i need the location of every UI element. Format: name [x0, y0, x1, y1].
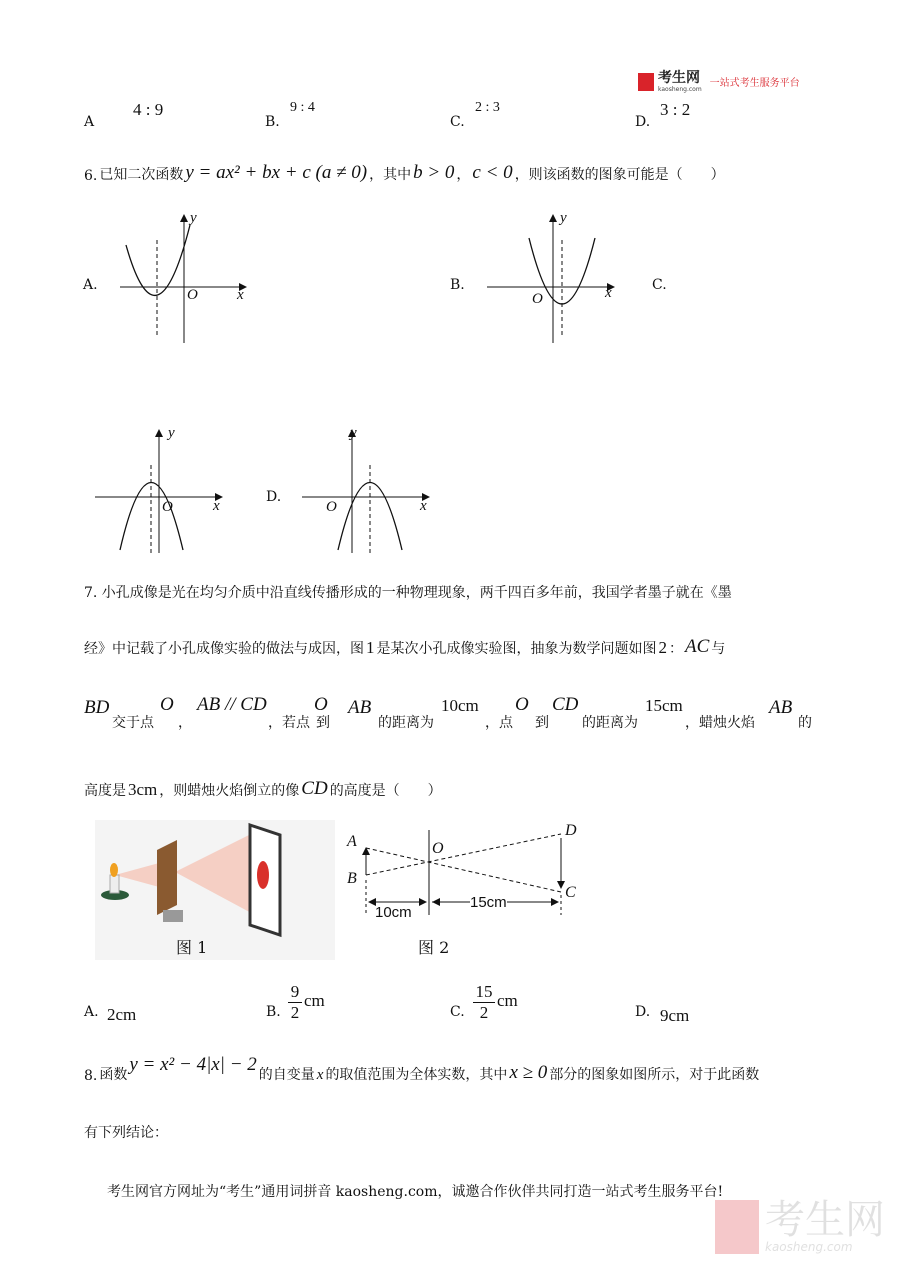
- label-b: B: [347, 870, 357, 887]
- formula: b > 0: [413, 162, 455, 183]
- stem-text: 到: [535, 715, 549, 731]
- stem-text: 交于点: [112, 715, 154, 731]
- option-d-value: 3 : 2: [660, 100, 691, 119]
- formula: AB // CD: [197, 694, 267, 715]
- formula: x: [316, 1067, 324, 1083]
- stem-number: 1: [366, 638, 375, 657]
- stem-text: ，蜡烛火焰: [685, 715, 755, 731]
- graph-b: [487, 210, 617, 345]
- figure-2-caption: 图 2: [418, 938, 450, 957]
- distance-15cm: 15cm: [470, 894, 507, 911]
- stem-text: 与: [711, 641, 726, 657]
- formula: BD: [84, 697, 110, 718]
- pinhole-board: [157, 840, 177, 915]
- stem-text: 高度是: [84, 783, 126, 799]
- q6-option-b-label: B.: [450, 277, 465, 293]
- site-logo[interactable]: [638, 70, 800, 93]
- question-number: 8.: [84, 1068, 98, 1084]
- stem-text: ，: [178, 715, 192, 731]
- watermark-logo: [715, 1197, 885, 1254]
- stem-text: ，其中: [369, 167, 412, 183]
- stem-text: 的自变量: [258, 1067, 315, 1083]
- figure-2-diagram: [340, 820, 580, 960]
- option-c-value: 2 : 3: [475, 100, 500, 115]
- question-6-stem: [84, 162, 725, 184]
- x-label: x: [213, 498, 220, 514]
- label-d: D: [565, 822, 577, 839]
- stem-text: 的距离为: [378, 715, 434, 731]
- question-8-stem: [84, 1054, 760, 1084]
- logo-icon: [638, 73, 654, 91]
- watermark-name: 考生网: [765, 1197, 885, 1243]
- watermark-icon: [715, 1200, 759, 1254]
- stem-text: ，: [456, 167, 471, 183]
- origin-label: O: [187, 287, 198, 303]
- fraction-15-2: [473, 982, 495, 1023]
- stem-text: 到: [316, 715, 330, 731]
- flame: [110, 863, 118, 877]
- q8-line-2: 有下列结论：: [84, 1125, 168, 1141]
- stem-number: 3cm: [128, 780, 158, 799]
- formula: O: [515, 694, 529, 715]
- q6-option-c-label: C.: [652, 277, 667, 293]
- option-a-value: 4 : 9: [133, 100, 164, 119]
- denominator: 2: [288, 1002, 302, 1023]
- formula: O: [160, 694, 174, 715]
- numerator: 15: [475, 982, 493, 1001]
- option-b-label: B.: [265, 114, 280, 130]
- formula: y = x² − 4|x| − 2: [129, 1054, 257, 1075]
- stem-text: 经》中记载了小孔成像实验的做法与成因，图: [84, 641, 364, 657]
- stem-text: 是某次小孔成像实验图，抽象为数学问题如图: [376, 641, 657, 657]
- logo-name: 考生网: [658, 70, 700, 86]
- y-label: y: [350, 425, 357, 441]
- origin-label: O: [162, 499, 173, 515]
- y-label: y: [190, 210, 197, 226]
- q7-option-a-label: A.: [84, 1004, 99, 1020]
- formula: CD: [552, 694, 579, 715]
- q7-option-a-value: 2cm: [107, 1005, 137, 1024]
- label-c: C: [565, 884, 576, 901]
- figure-1-pinhole-photo: [95, 820, 335, 960]
- unit: cm: [304, 991, 325, 1010]
- formula: CD: [301, 778, 328, 799]
- origin-label: O: [326, 499, 337, 515]
- option-a-label: A: [84, 114, 95, 130]
- stem-text: 的高度是（ ）: [329, 783, 442, 799]
- denominator: 2: [473, 1002, 495, 1023]
- stem-text: ：: [669, 641, 683, 657]
- label-a: A: [347, 833, 357, 850]
- numerator: 9: [290, 982, 300, 1001]
- graph-c: [95, 425, 225, 555]
- formula: AC: [685, 636, 710, 657]
- stem-text: ，则蜡烛火焰倒立的像: [159, 783, 300, 799]
- y-label: y: [560, 210, 567, 226]
- figure-1-caption: 图 1: [176, 938, 208, 957]
- distance-10cm: 10cm: [375, 904, 412, 921]
- formula: x ≥ 0: [509, 1062, 548, 1083]
- x-label: x: [605, 285, 612, 301]
- formula: AB: [348, 697, 372, 718]
- option-d-label: D.: [635, 114, 651, 130]
- option-b-value: 9 : 4: [290, 100, 315, 115]
- q6-option-d-label: D.: [266, 489, 282, 505]
- formula: AB: [769, 697, 793, 718]
- q7-line-2: [84, 636, 725, 658]
- question-number: 6.: [84, 168, 98, 184]
- candle: [110, 875, 119, 893]
- q6-option-a-label: A.: [83, 277, 98, 293]
- origin-label: O: [532, 291, 543, 307]
- footer-text: 考生网官方网址为“考生”通用词拼音 kaosheng.com，诚邀合作伙伴共同打造一站式考生服务平台!: [107, 1184, 724, 1200]
- q7-option-b-label: B.: [266, 1004, 281, 1020]
- parabola: [126, 225, 190, 295]
- stem-text: 已知二次函数: [99, 167, 184, 183]
- stem-number: 10cm: [441, 696, 479, 715]
- fraction-9-2: [288, 982, 302, 1023]
- unit: cm: [497, 991, 518, 1010]
- formula: c < 0: [472, 162, 513, 183]
- stem-text: 部分的图象如图所示，对于此函数: [549, 1067, 760, 1083]
- formula: y = ax² + bx + c (a ≠ 0): [185, 162, 368, 183]
- graph-d: [302, 425, 432, 555]
- stem-text: ，则该函数的图象可能是（ ）: [514, 167, 725, 183]
- q7-option-d-label: D.: [635, 1004, 651, 1020]
- formula: O: [314, 694, 328, 715]
- stem-text: ，若点: [268, 715, 310, 731]
- stem-number: 15cm: [645, 696, 683, 715]
- logo-url: kaosheng.com: [658, 86, 702, 93]
- watermark-url: kaosheng.com: [765, 1240, 853, 1254]
- logo-slogan: 一站式考生服务平台: [709, 78, 800, 89]
- q7-option-d-value: 9cm: [660, 1006, 690, 1025]
- image-on-screen: [257, 861, 269, 889]
- stem-text: ，点: [485, 715, 513, 731]
- stem-number: 2: [658, 638, 667, 657]
- y-label: y: [168, 425, 175, 441]
- stem-text: 函数: [99, 1067, 128, 1083]
- stem-text: 的取值范围为全体实数，其中: [325, 1067, 508, 1083]
- x-label: x: [420, 498, 427, 514]
- q7-line-4: [84, 778, 442, 800]
- stem-text: 的: [798, 715, 812, 731]
- stem-text: 的距离为: [582, 715, 638, 731]
- q7-option-c-label: C.: [450, 1004, 465, 1020]
- option-c-label: C.: [450, 114, 465, 130]
- q7-line-1: 7. 小孔成像是光在均匀介质中沿直线传播形成的一种物理现象，两千四百多年前，我国学者墨子就在《墨: [84, 585, 732, 601]
- graph-a: [118, 210, 248, 345]
- x-label: x: [237, 287, 244, 303]
- label-o: O: [432, 840, 444, 857]
